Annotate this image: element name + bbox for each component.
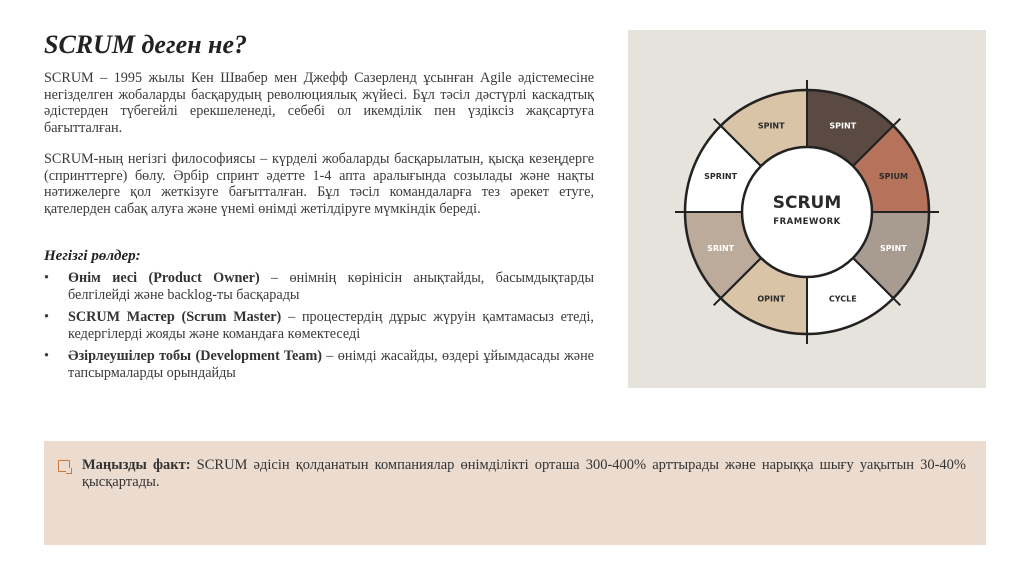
role-description: – өнімнің көрінісін анықтайды, басымдықтарды белгілейді және backlog-ты басқарады bbox=[68, 270, 594, 303]
scrum-wheel-diagram bbox=[628, 30, 986, 388]
segment-label: SPRINT bbox=[704, 172, 738, 182]
role-product-owner bbox=[44, 270, 594, 303]
bullet: • bbox=[44, 348, 49, 364]
philosophy-paragraph: SCRUM-ның негізгі философиясы – күрделі жобаларды басқарылатын, қысқа кезеңдерге (спринттерге) бөлу. Әрбір спринт әдетте 1-4 апта аралығында созылады және нақты нәтижелерге қол жеткізуге бағытталған. Бұл тәсіл командаларға тез әрекет етуге, қателерден сабақ алуға және үнемі өнімді жетілдіруге мүмкіндік береді. bbox=[44, 151, 594, 217]
segment-label: CYCLE bbox=[828, 294, 857, 304]
segment-label: SPINT bbox=[879, 243, 907, 253]
key-fact-text bbox=[82, 457, 966, 491]
roles-heading: Негізгі рөлдер: bbox=[44, 248, 141, 264]
fact-label: Маңызды факт: bbox=[82, 457, 191, 473]
role-name: SCRUM Мастер (Scrum Master) bbox=[68, 309, 282, 325]
segment-label: SPIUM bbox=[878, 172, 908, 182]
slide-title: SCRUM деген не? bbox=[44, 30, 248, 59]
bullet: • bbox=[44, 270, 49, 286]
role-name: Әзірлеушілер тобы (Development Team) bbox=[68, 348, 322, 364]
segment-label: SRINT bbox=[707, 243, 735, 253]
role-development-team bbox=[44, 348, 594, 381]
segment-label: OPINT bbox=[757, 294, 786, 304]
key-fact-box bbox=[44, 441, 986, 545]
role-description: – өнімді жасайды, өздері ұйымдасады және тапсырмаларды орындайды bbox=[68, 348, 594, 381]
center-subtitle: FRAMEWORK bbox=[773, 217, 841, 227]
role-name: Өнім иесі (Product Owner) bbox=[68, 270, 260, 286]
scrum-framework-image bbox=[628, 30, 986, 388]
roles-list bbox=[44, 270, 594, 387]
role-description: – процестердің дұрыс жүруін қамтамасыз етеді, кедергілерді жояды және командаға көмектеседі bbox=[68, 309, 594, 342]
fact-body: SCRUM әдісін қолданатын компаниялар өнімділікті орташа 300-400% арттырады және нарыққа шығу уақытын 30-40% қысқартады. bbox=[82, 457, 967, 490]
role-scrum-master bbox=[44, 309, 594, 342]
intro-paragraph: SCRUM – 1995 жылы Кен Швабер мен Джефф Сазерленд ұсынған Agile әдістемесіне негізделген жобаларды басқарудың революциялық жүйесі. Бұл тәсіл дәстүрлі каскадтық әдістерден түбегейлі ерекшеленеді, себебі ол икемділік пен үздіксіз жақсартуға бағытталған. bbox=[44, 70, 594, 136]
segment-label: SPINT bbox=[757, 121, 785, 131]
note-icon bbox=[58, 460, 70, 472]
bullet: • bbox=[44, 309, 49, 325]
segment-label: SPINT bbox=[829, 121, 857, 131]
center-title: SCRUM bbox=[772, 193, 842, 213]
